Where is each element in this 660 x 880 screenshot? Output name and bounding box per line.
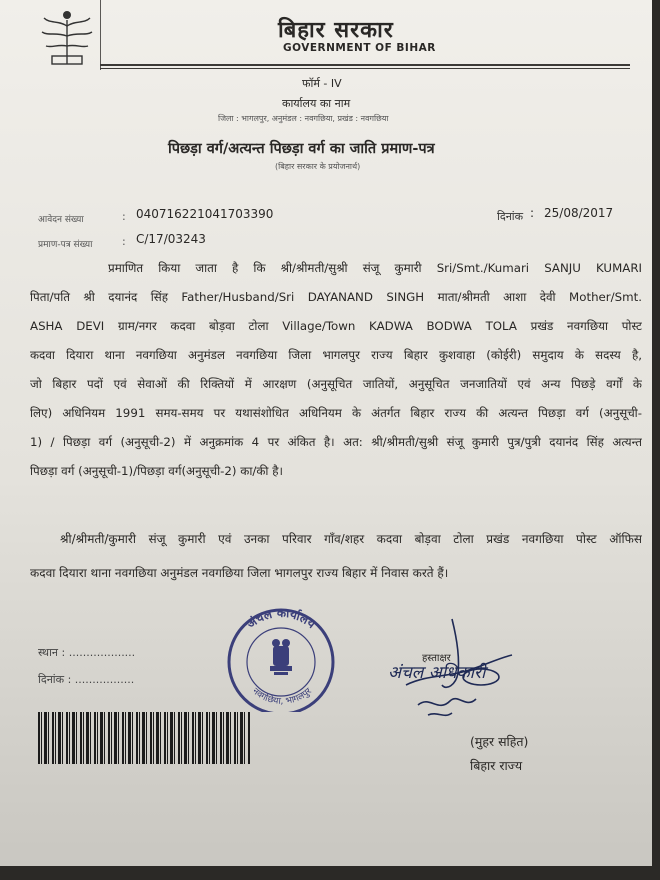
certificate-number-value: C/17/03243 (136, 232, 206, 246)
form-number: फॉर्म - IV (302, 77, 342, 90)
header-english-title: GOVERNMENT OF BIHAR (283, 42, 436, 54)
body-line: ASHA DEVI ग्राम/नगर कदवा बोड़वा टोला Village/Town KADWA BODWA TOLA प्रखंड नवगछिया पोस्ट (30, 319, 642, 333)
header-rule (100, 64, 630, 66)
date-colon: : (530, 206, 535, 220)
date-value: 25/08/2017 (544, 206, 614, 220)
family-line: श्री/श्रीमती/कुमारी संजू कुमारी एवं उनका परिवार गाँव/शहर कदवा बोड़वा टोला प्रखंड नवगछिया पोस्ट ऑफिस (60, 532, 642, 546)
place-field: स्थान : ................... (38, 646, 136, 659)
footer-date-field: दिनांक : ................. (38, 673, 135, 686)
seal-top-text: अंचल कार्यालय (243, 605, 319, 632)
header-divider (100, 0, 101, 70)
bihar-emblem-icon (38, 6, 96, 72)
family-statement (30, 530, 642, 590)
svg-text:नवगछिया, भागलपुर (250, 686, 314, 707)
signatory-title: अंचल अधिकारी (388, 663, 486, 683)
barcode (38, 712, 250, 764)
body-line: पिछड़ा वर्ग (अनुसूची-1)/पिछड़ा वर्ग(अनुसूची-2) का/की है। (30, 464, 283, 478)
body-line: जो बिहार पदों एवं सेवाओं की रिक्तियों में आरक्षण (अनुसूचित जातियों, अनुसूचित जनजातियों एवं अन्य पिछड़े वर्गों के (30, 377, 642, 391)
application-colon: : (122, 210, 126, 223)
office-seal (218, 600, 344, 716)
ashoka-emblem-icon (270, 639, 292, 675)
certificate-number-colon: : (122, 235, 126, 248)
header-hindi-title: बिहार सरकार (278, 18, 394, 43)
family-line: कदवा दियारा थाना नवगछिया अनुमंडल नवगछिया जिला भागलपुर राज्य बिहार में निवास करते हैं। (30, 566, 449, 580)
certificate-number-label: प्रमाण-पत्र संख्या (38, 240, 93, 250)
state-label: बिहार राज्य (470, 758, 523, 773)
seal-bottom-text: नवगछिया, भागलपुर (250, 686, 314, 707)
body-line: 1) / पिछड़ा वर्ग (अनुसूची-2) में अनुक्रमांक 4 पर अंकित है। अत: श्री/श्रीमती/सुश्री संजू कुमारी पुत्र/पुत्री दयानंद सिंह अत्यन्त (30, 435, 642, 449)
body-line: कदवा दियारा थाना नवगछिया अनुमंडल नवगछिया जिला भागलपुर राज्य बिहार कुशवाहा (कोईरी) समुदाय के सदस्य है, (30, 348, 642, 362)
seal-note: (मुहर सहित) (470, 734, 529, 749)
body-line: प्रमाणित किया जाता है कि श्री/श्रीमती/सुश्री संजू कुमारी Sri/Smt./Kumari SANJU KUMARI (108, 261, 642, 275)
signature-label: हस्ताक्षर (422, 653, 451, 664)
office-address: जिला : भागलपुर, अनुमंडल : नवगछिया, प्रखंड : नवगछिया (218, 114, 389, 123)
office-label: कार्यालय का नाम (282, 97, 351, 110)
application-number-label: आवेदन संख्या (38, 215, 84, 225)
certificate-subtitle: (बिहार सरकार के प्रयोजनार्थ) (275, 162, 361, 171)
certificate-title: पिछड़ा वर्ग/अत्यन्त पिछड़ा वर्ग का जाति प्रमाण-पत्र (168, 141, 435, 157)
application-number-value: 040716221041703390 (136, 207, 274, 221)
date-label: दिनांक (497, 210, 524, 223)
body-line: पिता/पति श्री दयानंद सिंह Father/Husband/Sri DAYANAND SINGH माता/श्रीमती आशा देवी Mother/Smt. (30, 290, 642, 304)
body-line: लिए) अधिनियम 1991 समय-समय पर यथासंशोधित अधिनियम के अंतर्गत बिहार राज्य की अत्यन्त पिछड़ा वर्ग (अनुसूची- (30, 406, 642, 420)
header-rule-thin (100, 68, 630, 69)
